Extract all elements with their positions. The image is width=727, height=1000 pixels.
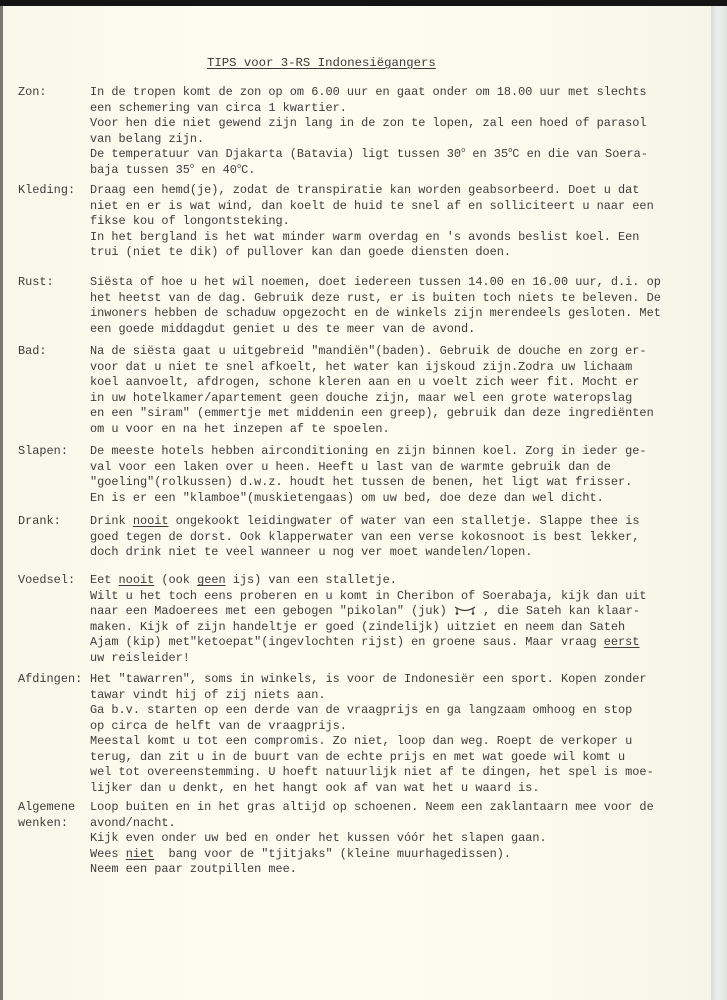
text-line: voor dat u niet te snel afkoelt, het water kan ijskoud zijn.Zodra uw lichaam (90, 359, 633, 374)
scan-right-edge (711, 6, 727, 1000)
text-line: het heetst van de dag. Gebruik deze rust, er is buiten toch niets te beleven. De (90, 290, 661, 305)
underlined-word: niet (125, 846, 155, 861)
section-label: Kleding: (18, 183, 76, 197)
text-line: een schemering van circa 1 kwartier. (90, 100, 347, 115)
text-line: "goeling"(rolkussen) d.w.z. houdt het tussen de benen, het ligt wat frisser. (90, 475, 633, 489)
text-line: in uw hotelkamer/apartement geen douche zijn, maar wel een grote wateropslag (90, 390, 633, 405)
section-body (90, 573, 647, 666)
underlined-word: geen (197, 573, 226, 587)
degree-sign: o (236, 162, 242, 171)
section-body (90, 672, 654, 796)
text-line: Loop buiten en in het gras altijd op schoenen. Neem een zaklantaarn mee voor de (90, 800, 654, 814)
text-line: In de tropen komt de zon op om 6.00 uur en gaat onder om 18.00 uur met slechts (90, 85, 647, 99)
text-fragment: Wees (90, 846, 126, 861)
degree-sign: o (508, 147, 513, 155)
text-fragment: ijs) van een stalletje. (225, 573, 397, 587)
text-line (90, 147, 648, 163)
section-body (90, 800, 654, 878)
text-line: om u voor en na het inzepen af te spoelen. (90, 421, 390, 436)
degree-sign: o (189, 162, 195, 171)
text-line: Kijk even onder uw bed en onder het kussen vóór het slapen gaan. (90, 831, 547, 845)
text-fragment: ongekookt leidingwater of water van een stalletje. Slappe thee is (168, 514, 640, 528)
section-body (90, 85, 648, 178)
text-fragment: en 40 (194, 162, 237, 177)
text-line (90, 163, 648, 179)
text-line: doch drink niet te veel wanneer u nog ver moet wandelen/lopen. (90, 545, 533, 559)
section-label: Slapen: (18, 444, 68, 458)
text-line: Het "tawarren", soms in winkels, is voor de Indonesiër een sport. Kopen zonder (90, 672, 647, 686)
text-line: uw reisleider! (90, 650, 190, 665)
label-line: Algemene (18, 800, 76, 814)
section-body (90, 514, 639, 561)
label-line: wenken: (18, 815, 68, 830)
text-fragment: Drink (90, 514, 133, 528)
text-line: een goede middagdut geniet u des te meer van de avond. (90, 321, 476, 336)
text-line (90, 573, 647, 589)
section-body (90, 183, 654, 261)
underlined-word: nooit (132, 514, 169, 528)
text-fragment: C. (241, 162, 256, 177)
text-line: Ga b.v. starten op een derde van de vraagprijs en ga langzaam omhoog en stop (90, 703, 633, 717)
degree-sign: o (461, 147, 466, 155)
text-line: goed tegen de dorst. Ook klapperwater van een verse kokosnoot is best lekker, (90, 529, 640, 544)
text-line: en een "siram" (emmertje met middenin een greep), gebruik dan deze ingrediënten (90, 406, 654, 420)
scan-left-border (0, 6, 3, 1000)
text-fragment: , die Sateh kan klaar- (475, 604, 641, 618)
text-line: Wilt u het toch eens proberen en u komt in Cheribon of Soerabaja, kijk dan uit (90, 588, 647, 603)
text-fragment: naar een Madoerees met een gebogen "pikolan" (juk) (90, 604, 454, 618)
section-label: Afdingen: (18, 672, 83, 686)
text-line: Draag een hemd(je), zodat de transpiratie kan worden geabsorbeerd. Doet u dat (90, 183, 640, 197)
text-fragment: Eet (90, 573, 119, 587)
text-line: op circa de helft van de vraagprijs. (90, 718, 347, 733)
text-line: terug, dan zit u in de buurt van de echte prijs en met wat goede wil komt u (90, 749, 626, 764)
text-fragment: C en die van Soera- (512, 147, 648, 161)
text-fragment: Ajam (kip) met"ketoepat"(ingevlochten rijst) en groene saus. Maar vraag (90, 635, 604, 649)
text-line: koel aanvoelt, afdrogen, schone kleren aan en u voelt zich weer fit. Mocht er (90, 375, 640, 389)
yoke-icon (454, 605, 476, 615)
text-line: avond/nacht. (90, 815, 176, 830)
text-fragment: en 35 (465, 147, 509, 161)
text-line: In het bergland is het wat minder warm overdag en 's avonds beslist koel. Een (90, 229, 640, 244)
section-body (90, 444, 647, 506)
text-fragment: baja tussen 35 (90, 162, 190, 177)
underlined-word: nooit (118, 573, 155, 587)
text-line: van belang zijn. (90, 131, 205, 146)
section-body (90, 344, 654, 437)
section-label: Bad: (18, 344, 47, 358)
text-line (90, 847, 654, 863)
text-line: Na de siësta gaat u uitgebreid "mandiën"(baden). Gebruik de douche en zorg er- (90, 344, 647, 358)
text-line: niet en er is wat wind, dan koelt de huid te snel af en solliciteert u naar een (90, 198, 654, 213)
text-line: maken. Kijk of zijn handeltje er goed (zindelijk) uitziet en neem dan Sateh (90, 619, 626, 634)
text-line: Neem een paar zoutpillen mee. (90, 862, 297, 876)
section-label: Rust: (18, 275, 54, 289)
text-line: inwoners hebben de schaduw opgezocht en de winkels zijn merendeels gesloten. Met (90, 306, 661, 320)
text-line: tawar vindt hij of zij niets aan. (90, 687, 326, 702)
text-fragment: (ook (154, 573, 198, 587)
text-line: trui (niet te dik) of pullover kan dan goede diensten doen. (90, 245, 511, 259)
text-line (90, 604, 647, 620)
text-line: Voor hen die niet gewend zijn lang in de zon te lopen, zal een hoed of parasol (90, 116, 647, 130)
text-line (90, 635, 647, 651)
text-line (90, 514, 639, 530)
section-label: Voedsel: (18, 573, 76, 587)
section-body (90, 275, 661, 337)
text-line: Meestal komt u tot een compromis. Zo niet, loop dan weg. Roept de verkoper u (90, 734, 633, 748)
text-line: Siësta of hoe u het wil noemen, doet iedereen tussen 14.00 en 16.00 uur, d.i. op (90, 275, 661, 289)
text-line: fikse kou of longontsteking. (90, 214, 290, 228)
text-line: wel tot overeenstemming. U hoeft natuurlijk niet af te dingen, het spel is moe- (90, 765, 654, 779)
section-label: Drank: (18, 514, 61, 528)
section-label (18, 800, 75, 831)
text-line: lijker dan u denkt, en het hangt ook af van wat het u waard is. (90, 780, 540, 795)
section-label: Zon: (18, 85, 47, 99)
document-title: TIPS voor 3-RS Indonesiëgangers (207, 56, 436, 70)
text-line: De meeste hotels hebben airconditioning en zijn binnen koel. Zorg in ieder ge- (90, 444, 647, 458)
text-fragment: De temperatuur van Djakarta (Batavia) ligt tussen 30 (90, 147, 462, 161)
text-line: En is er een "klamboe"(muskietengaas) om uw bed, doe deze dan wel dicht. (90, 490, 604, 505)
underlined-word: eerst (603, 635, 640, 649)
text-line: val voor een laken over u heen. Heeft u last van de warmte gebruik dan de (90, 459, 611, 474)
text-fragment: bang voor de "tjitjaks" (kleine muurhagedissen). (154, 846, 512, 861)
